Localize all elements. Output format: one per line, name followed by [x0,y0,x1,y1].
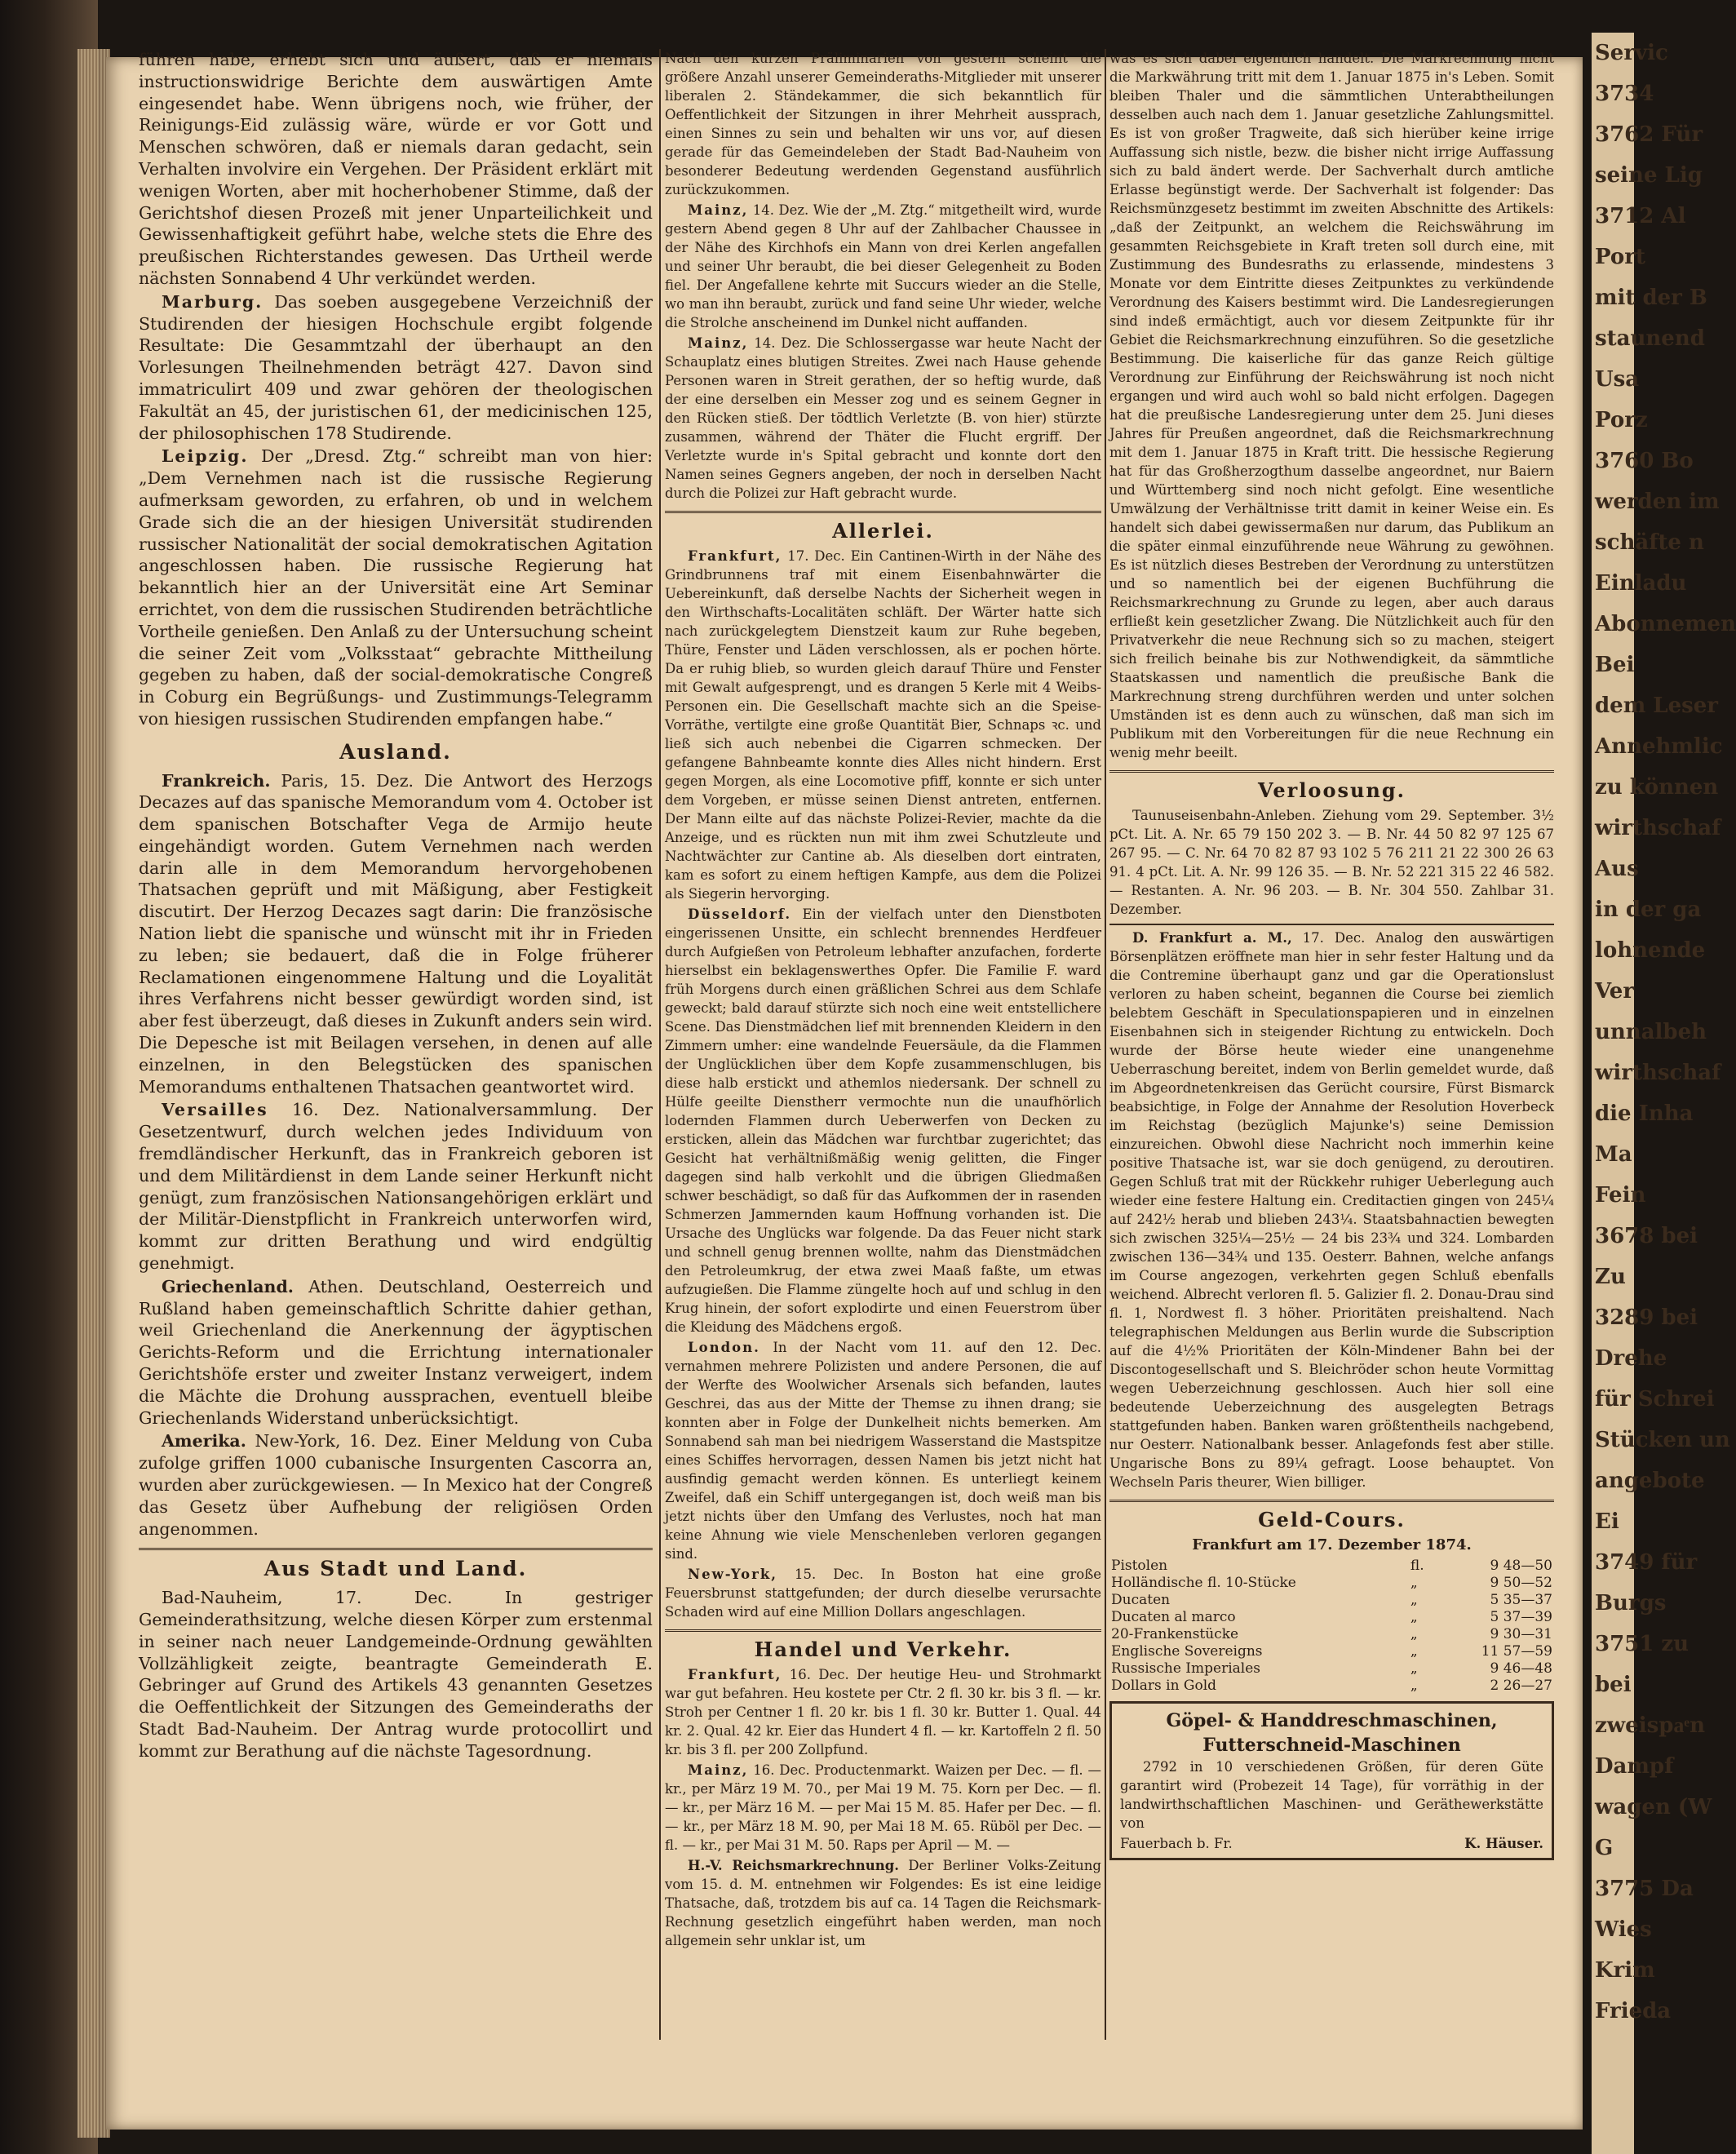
facing-page-text: Stücken un [1595,1428,1730,1452]
section-heading-allerlei: Allerlei. [665,511,1101,540]
facing-page-text: unnalbeh [1595,1020,1707,1044]
exchange-rate-row [1109,1592,1554,1609]
facing-page-text: Porz [1595,408,1648,432]
article-amerika: Amerika. New-York, 16. Dez. Einer Meldung von Cuba zufolge griffen 1000 cubanische Insurgenten Cascorra an, wurden aber zurückgewiesen. — In Mexico hat der Congreß das Gesetz über Aufhebung der religiösen Orden angenommen. [139,1431,653,1539]
facing-page-text: Ver [1595,979,1635,1004]
article-continuation: führen habe, erhebt sich und äußert, daß er niemals instructionswidrige Berichte dem auswärtigen Amte eingesendet habe. Wenn übrigens noch, wie früher, der Reinigungs-Eid zulässig wäre, würde er vor Gott und Menschen schwören, daß er niemals daran gedacht, sein Verhalten involvire ein Vergehen. Der Präsident erklärt mit wenigen Worten, aber mit hocherhobener Stimme, daß der Gerichtshof diesen Prozeß mit jener Unparteilichkeit und Gewissenhaftigkeit geführt habe, welche stets die Ehre des preußischen Richterstandes gewesen. Das Urtheil werde nächsten Sonnabend 4 Uhr verkündet werden. [139,50,653,288]
facing-page-text: 3762 Für [1595,122,1703,147]
facing-page-text: 3734 [1595,82,1654,106]
facing-page-text: seine Lig [1595,163,1703,188]
facing-page-text: die Inha [1595,1101,1694,1126]
currency-name: Holländische fl. 10-Stücke [1111,1575,1296,1591]
facing-page-text: wirthschaf [1595,816,1721,840]
exchange-rate-row [1109,1609,1554,1626]
article-frankfurt-cantine: Frankfurt, 17. Dec. Ein Cantinen-Wirth in der Nähe des Grindbrunnens traf mit einem Eisenbahnwärter die Uebereinkunft, daß derselbe Nachts der Sicherheit wegen in den Wirthschafts-Localitäten schläft. Der Wärter hatte sich nach zurückgelegtem Dienstzeit kaum zur Ruhe begeben, Thüre, Fenster und Läden verschlossen, als er pochen hörte. Da er ruhig blieb, so wurden gleich darauf Thüre und Fenster mit Gewalt aufgesprengt, und es drangen 5 Kerle mit 4 Weibs-Personen ein. Die Gesellschaft machte sich an die Speise-Vorräthe, vertilgte eine große Quantität Bier, Schnaps ꝛc. und ließ sich auch nebenbei die Cigarren schmecken. Der gefangene Bahnbeamte konnte dies Alles nicht hindern. Erst gegen Morgen, als eine Locomotive pfiff, konnte er sich unter dem Vorgeben, er müsse seinen Dienst antreten, entfernen. Der Mann eilte auf das nächste Polizei-Revier, machte da die Anzeige, und es rückten nun mit ihm zwei Schutzleute und Nachtwächter zur Cantine ab. Als dieselben dort eintraten, kam es sofort zu einem heftigen Kampfe, aus dem die Polizei als Siegerin hervorging. [665,548,1101,902]
facing-page-text: Ei [1595,1509,1619,1534]
article-frankfurt-markt: Frankfurt, 16. Dec. Der heutige Heu- und Strohmarkt war gut befahren. Heu kostete per Ctr. 2 fl. 30 kr. bis 3 fl. — kr. Stroh per Centner 1 fl. 20 kr. bis 1 fl. 30 kr. Butter 1. Qual. 44 kr. 2. Qual. 42 kr. Eier das Hundert 4 fl. — kr. Kartoffeln 2 fl. 50 kr. bis 3 fl. per 200 Zollpfund. [665,1667,1101,1757]
column-1 [139,49,653,2056]
article-continuation: Nach den kurzen Präliminarien von gestern scheint die größere Anzahl unserer Gemeinderaths-Mitglieder mit unserer liberalen 2. Ständekammer, die sich bekanntlich für Oeffentlichkeit der Sitzungen in ihrer Mehrheit aussprach, einen Sinnes zu sein und behalten wir uns vor, auf diesen gerade für das Gemeindeleben der Stadt Bad-Nauheim von besonderer Bedeutung werdenden Gegenstand ausführlich zurückzukommen. [665,51,1101,197]
column-rule-1 [659,49,661,2040]
facing-page-text: Krim [1595,1958,1655,1983]
facing-page-text: wirthschaf [1595,1061,1721,1085]
facing-page-text: 3749 für [1595,1550,1698,1575]
section-heading-stadt-land: Aus Stadt und Land. [139,1548,653,1580]
facing-page-text: Annehmlic [1595,734,1723,759]
facing-page-text: wagen (W [1595,1795,1712,1819]
facing-page-text: Ma [1595,1142,1632,1167]
facing-page-text: Bei [1595,653,1635,677]
column-rule-2 [1105,49,1106,2040]
article-reichsmark: H.-V. Reichsmarkrechnung. Der Berliner Volks-Zeitung vom 15. d. M. entnehmen wir Folgendes: Es ist eine leidige Thatsache, daß, trotzdem bis auf ca. 14 Tagen die Reichsmark-Rechnung gesetzlich eingeführt haben werden, man noch allgemein sehr unklar ist, um [665,1858,1101,1948]
facing-page-text: Fein [1595,1183,1646,1208]
ad-text: 2792 in 10 verschiedenen Größen, für deren Güte garantirt wird (Probezeit 14 Tage), für vorräthig in der landwirthschaftlichen Maschinen- und Geräthewerkstätte von [1120,1759,1543,1831]
facing-page-text: angebote [1595,1469,1705,1493]
exchange-rate-table [1109,1558,1554,1695]
currency-rate: 9 48—50 [1490,1558,1552,1574]
facing-page-text: Aus [1595,857,1639,881]
ad-signature: K. Häuser. [1464,1836,1543,1851]
facing-page-text: Burgs [1595,1591,1667,1616]
facing-page-text: staunend [1595,326,1705,351]
column-2 [665,49,1101,2056]
facing-page-text: bei [1595,1673,1632,1697]
article-mainz-2: Mainz, 14. Dez. Die Schlossergasse war heute Nacht der Schauplatz eines blutigen Streites. Zwei nach Hause gehende Personen waren in Streit gerathen, der so heftig wurde, daß der eine derselben ein Messer zog und es seinem Gegner in den Rücken stieß. Der tödtlich Verletzte (B. von hier) stürzte zusammen, während der Thäter die Flucht ergriff. Der Verletzte wurde in's Spital gebracht und konnte dort den Namen seines Gegners angeben, der noch in derselben Nacht durch die Polizei zur Haft gebracht wurde. [665,335,1101,501]
ad-place: Fauerbach b. Fr. [1120,1836,1233,1851]
advertisement-box [1109,1701,1554,1860]
facing-page-text: für Schrei [1595,1387,1715,1412]
exchange-rate-row [1109,1678,1554,1695]
facing-page-text: Abonnemen [1595,612,1736,636]
facing-page-text: 3775 Da [1595,1877,1694,1901]
facing-page-text: Einladu [1595,571,1687,596]
currency-rate: 9 30—31 [1490,1626,1552,1642]
page-edges [78,49,110,2138]
article-taunusbahn: Taunuseisenbahn-Anleben. Ziehung vom 29. September. 3½ pCt. Lit. A. Nr. 65 79 150 202 3. — B. Nr. 44 50 82 97 125 67 267 95. — C. Nr. 64 70 82 87 93 102 5 76 211 21 22 300 26 63 91. 4 pCt. Lit. A. Nr. 99 126 35. — B. Nr. 52 221 315 22 46 582. — Restanten. A. Nr. 96 203. — B. Nr. 304 550. Zahlbar 31. Dezember. [1109,808,1554,917]
facing-page-text: in der ga [1595,898,1702,922]
facing-page-text: zu können [1595,775,1719,800]
facing-page-text: Port [1595,245,1645,269]
exchange-rate-row [1109,1575,1554,1592]
facing-page-text: 3760 Bo [1595,449,1694,473]
currency-unit: „ [1410,1643,1418,1660]
facing-page-text: Wies [1595,1917,1652,1942]
facing-page-text: zweispaͤn [1595,1713,1706,1738]
facing-page-text: Servic [1595,41,1668,65]
facing-page-text: 3678 bei [1595,1224,1698,1248]
currency-rate: 2 26—27 [1490,1678,1552,1694]
facing-page-text: G [1595,1836,1614,1860]
ad-title: Göpel- & Handdreschmaschinen, Futterschneid-Maschinen [1166,1710,1498,1756]
exchange-rate-row [1109,1660,1554,1678]
facing-page-text: schäfte n [1595,530,1704,555]
article-frankreich: Frankreich. Paris, 15. Dez. Die Antwort des Herzogs Decazes auf das spanische Memorandum vom 4. October ist dem spanischen Botschafter Vega de Armijo heute eingehändigt worden. Gutem Vernehmen nach werden darin alle in dem Memorandum hervorgehobenen Thatsachen geprüft und mit Mäßigung, aber Festigkeit discutirt. Der Herzog Decazes sagt darin: Die französische Nation liebt die spanische und wünscht mit ihr in Frieden zu leben; sie bedauert, daß die in Folge früherer Reclamationen eingenommene Haltung und die Loyalität ihres Verfahrens nicht besser gewürdigt worden sind, ist aber fest überzeugt, daß dieses in Zukunft anders sein wird. Die Depesche ist mit Beilagen versehen, in denen auf alle einzelnen, in den Belegstücken des spanischen Memorandums enthaltenen Thatsachen geantwortet wird. [139,770,653,1097]
article-griechenland: Griechenland. Athen. Deutschland, Oesterreich und Rußland haben gemeinschaftlich Schritte dahier gethan, weil Griechenland die Anerkennung der ägyptischen Gerichts-Reform und die Errichtung internationaler Gerichtshöfe erster und zweiter Instanz verweigert, indem die Mächte die Drohung aussprachen, eventuell bleibe Griechenlands Widerstand unberücksichtigt. [139,1276,653,1428]
currency-rate: 9 50—52 [1490,1575,1552,1591]
currency-name: Ducaten [1111,1592,1171,1608]
exchange-rate-row [1109,1626,1554,1643]
facing-page-text: lohnende [1595,938,1706,963]
section-heading-geld-cours: Geld-Cours. [1109,1500,1554,1529]
geld-cours-date: Frankfurt am 17. Dezember 1874. [1192,1536,1472,1553]
article-marburg: Marburg. Das soeben ausgegebene Verzeichniß der Studirenden der hiesigen Hochschule ergibt folgende Resultate: Die Gesammtzahl der überhaupt an den Vorlesungen Theilnehmenden beträgt 427. Davon sind immatriculirt 409 und zwar gehören der theologischen Fakultät an 45, der juristischen 61, der medicinischen 125, der philosophischen 178 Studirende. [139,291,653,443]
currency-rate: 11 57—59 [1481,1643,1552,1660]
facing-page-text: Frieda [1595,1999,1672,2023]
currency-rate: 5 35—37 [1490,1592,1552,1608]
currency-rate: 5 37—39 [1490,1609,1552,1625]
article-london: London. In der Nacht vom 11. auf den 12. Dec. vernahmen mehrere Polizisten und andere Personen, die auf der Werfte des Woolwicher Arsenals sich befanden, lautes Geschrei, das aus der Mitte der Themse zu ihnen drang; sie konnten aber in Folge der Dunkelheit nichts bemerken. Am Sonnabend sah man bei niedrigem Wasserstand die Mastspitze eines Schiffes hervorragen, dessen Namen bis jetzt nicht hat ausfindig gemacht werden können. Es unterliegt keinem Zweifel, daß ein Schiff untergegangen ist, doch weiß man bis jetzt nichts über den Umfang des Verlustes, noch hat man keine Ahnung wie viele Menschenleben verloren gegangen sind. [665,1340,1101,1562]
exchange-rate-row [1109,1558,1554,1575]
currency-name: Russische Imperiales [1111,1660,1260,1677]
section-heading-ausland: Ausland. [339,739,452,764]
currency-name: Dollars in Gold [1111,1678,1217,1694]
facing-page-text: Dampf [1595,1754,1674,1779]
exchange-rate-row [1109,1643,1554,1660]
article-boerse: D. Frankfurt a. M., 17. Dec. Analog den auswärtigen Börsenplätzen eröffnete man hier in sehr fester Haltung und da die Contremine überhaupt ganz und gar die Operationslust verloren zu haben scheint, begannen die Course bei ziemlich belebtem Geschäft in Speculationspapieren und in einzelnen Eisenbahnen sich in steigender Richtung zu entwickeln. Doch wurde der Börse heute wieder eine unangenehme Ueberraschung bereitet, indem von Berlin gemeldet wurde, daß im Abgeordnetenkreisen das Gerücht coursire, Fürst Bismarck beabsichtige, in Folge der Annahme der Resolution Hoverbeck im Reichstag (bezüglich Majunke's) seine Demission einzureichen. Obwohl diese Nachricht noch immerhin keine positive Thatsache ist, war sie doch genügend, zu deroutiren. Gegen Schluß trat mit der Rückkehr ruhiger Ueberlegung auch wieder eine festere Haltung ein. Creditactien gingen von 245¼ auf 242½ herab und blieben 243¼. Staatsbahnactien bewegten sich zwischen 325¼—25½ — 24 bis 23¾ und 324. Lombarden zwischen 136—34¾ und 135. Oesterr. Bahnen, welche anfangs im Course angezogen, verkehrten gegen Schluß ebenfalls weichend. Albrecht verloren fl. 5. Galizier fl. 2. Donau-Drau sind fl. 1, Nordwest fl. 3 höher. Prioritäten preishaltend. Nach telegraphischen Meldungen aus Berlin wurde die Subscription auf die 4½% Prioritäten der Köln-Mindener Bahn bei der Discontogesellschaft und S. Bleichröder schon heute Vormittag wegen Ueberzeichnung geschlossen. Auch hier soll eine bedeutende Ueberzeichnung des ausgelegten Betrags stattgefunden haben. Banken waren größtentheils nachgebend, nur Oesterr. Nationalbank besser. Anlagefonds fest aber stille. Ungarische Bons zu 89¼ gefragt. Loose behauptet. Von Wechseln Paris theurer, Wien billiger. [1109,924,1554,1491]
currency-name: Pistolen [1111,1558,1168,1574]
facing-page-text: 3289 bei [1595,1305,1698,1330]
article-mainz-1: Mainz, 14. Dez. Wie der „M. Ztg.“ mitgetheilt wird, wurde gestern Abend gegen 8 Uhr auf der Zahlbacher Chaussee in der Nähe des Kirchhofs ein Mann von drei Kerlen angefallen und seiner Uhr beraubt, die bei dieser Gelegenheit zu Boden fiel. Der Angefallene kehrte mit Succurs wieder an die Stelle, wo man ihn beraubt, zurück und fand seine Uhr wieder, welche die Strolche anscheinend im Dunkel nicht auffanden. [665,202,1101,330]
section-heading-handel: Handel und Verkehr. [665,1629,1101,1659]
currency-name: Englische Sovereigns [1111,1643,1263,1660]
currency-unit: „ [1410,1678,1418,1694]
facing-page-fragment [1589,33,1736,2154]
facing-page-text: Drehe [1595,1346,1667,1371]
section-heading-verloosung: Verloosung. [1109,770,1554,800]
facing-page-text: dem Leser [1595,694,1718,718]
currency-unit: „ [1410,1575,1418,1591]
facing-page-text: 3751 zu [1595,1632,1690,1656]
article-leipzig: Leipzig. Der „Dresd. Ztg.“ schreibt man von hier: „Dem Vernehmen nach ist die russische Regierung aufmerksam geworden, zu erfahren, ob und in welchem Grade sich die an der hiesigen Universität studirenden russischer Nationalität der social demokratischen Agitation angeschlossen haben. Die russische Regierung hat bekanntlich hier an der Universität eine Art Seminar errichtet, von dem die russischen Studirenden beträchtliche Vortheile genießen. Den Anlaß zu der Untersuchung scheint die seiner Zeit vom „Volksstaat“ gebrachte Mittheilung gegeben zu haben, daß der social-demokratische Congreß in Coburg ein Begrüßungs- und Zustimmungs-Telegramm von hiesigen russischen Studirenden empfangen habe.“ [139,446,653,729]
column-3 [1109,49,1554,2056]
currency-name: Ducaten al marco [1111,1609,1236,1625]
facing-page-text: 3712 Al [1595,204,1686,228]
article-bad-nauheim: Bad-Nauheim, 17. Dec. In gestriger Gemeinderathsitzung, welche diesen Körper zum erstenmal in seiner nach neuer Landgemeinde-Ordnung gewählten Vollzähligkeit zeigte, beantragte Gemeinderath E. Gebringer auf Grund des Artikels 43 genannten Gesetzes die Oeffentlichkeit der Sitzungen des Gemeinderaths der Stadt Bad-Nauheim. Der Antrag wurde protocollirt und kommt zur Berathung auf die nächste Tagesordnung. [139,1588,653,1761]
facing-page-text: mit der B [1595,286,1707,310]
currency-rate: 9 46—48 [1490,1660,1552,1677]
currency-unit: „ [1410,1626,1418,1642]
currency-unit: „ [1410,1660,1418,1677]
article-duesseldorf: Düsseldorf. Ein der vielfach unter den Dienstboten eingerissenen Unsitte, ein schlecht brennendes Herdfeuer durch Aufgießen von Petroleum lebhafter anzufachen, forderte hierselbst ein beklagenswerthes Opfer. Die Familie F. ward früh Morgens durch einen gräßlichen Schrei aus dem Schlafe geweckt; bald darauf stürzte sich noch eine weit entstellichere Scene. Das Dienstmädchen lief mit brennenden Kleidern in den Zimmern umher: eine wandelnde Feuersäule, da die Flammen der Unglücklichen über dem Kopfe zusammenschlugen, bis diese halb erstickt und athemlos niedersank. Der schnell zu Hülfe geeilte Dienstherr vermochte nun die unaufhörlich lodernden Flammen durch Ueberwerfen von Decken zu ersticken, allein das Mädchen war furchtbar zugerichtet; das Gesicht hat verhältnißmäßig wenig gelitten, die Finger dagegen sind halb verkohlt und die übrigen Gliedmaßen schwer beschädigt, so daß für das Aufkommen der in rasenden Schmerzen Jammernden kaum Hoffnung vorhanden ist. Die Ursache des Unglücks war folgende. Da das Feuer nicht stark und schnell genug brennen wollte, nahm das Dienstmädchen den Petroleumkrug, der etwa zwei Maaß faßte, um etwas aufzugießen. Die Flamme züngelte hoch auf und schlug in den Krug hinein, der sofort explodirte und einen Feuerstrom über die Kleidung des Mädchens ergoß. [665,906,1101,1335]
currency-unit: fl. [1410,1558,1424,1574]
currency-name: 20-Frankenstücke [1111,1626,1239,1642]
currency-unit: „ [1410,1609,1418,1625]
facing-page-text: werden im [1595,490,1720,514]
facing-page-text: Usa [1595,367,1640,392]
article-versailles: Versailles 16. Dez. Nationalversammlung. Der Gesetzentwurf, durch welchen jedes Individuum von fremdländischer Herkunft, das in Frankreich geboren ist und dem Militärdienst in dem Lande seiner Herkunft nicht genügt, zum französischen Nationsangehörigen erklärt und der Militär-Dienstpflicht in Frankreich unterworfen wird, kommt zur dritten Berathung und wird endgültig genehmigt. [139,1100,653,1274]
article-mainz-producten: Mainz, 16. Dec. Productenmarkt. Waizen per Dec. — fl. — kr., per März 19 M. 70., per Mai 19 M. 75. Korn per Dec. — fl. — kr., per März 16 M. — per Mai 15 M. 85. Hafer per Dec. — fl. — kr., per März 18 M. 90, per Mai 18 M. 65. Rüböl per Dec. — fl. — kr., per Mai 31 M. 50. Raps per April — M. — [665,1762,1101,1853]
currency-unit: „ [1410,1592,1418,1608]
ad-footer [1120,1834,1543,1853]
facing-page-text: Zu [1595,1265,1626,1289]
article-new-york: New-York, 15. Dec. In Boston hat eine große Feuersbrunst stattgefunden; der durch dieselbe verursachte Schaden wird auf eine Million Dollars angeschlagen. [665,1567,1101,1620]
article-continuation: was es sich dabei eigentlich handelt. Die Markrechnung nicht die Markwährung tritt mit dem 1. Januar 1875 in's Leben. Somit bleiben Thaler und die sämmtlichen Unterabtheilungen desselben auch nach dem 1. Januar gesetzliche Zahlungsmittel. Es ist von großer Tragweite, daß sich hierüber keine irrige Auffassung sich nistle, bezw. die bisher nicht irrige Auffassung sich zu bald ändert werde. Der Sachverhalt durch amtliche Erlasse begünstigt werde. Der Sachverhalt ist folgender: Das Reichsmünzgesetz bestimmt im zweiten Abschnitte des Artikels: „daß der Zeitpunkt, an welchem die Reichswährung im gesammten Reichsgebiete in Kraft treten soll durch eine, mit Zustimmung des Bundesraths zu erlassende, mindestens 3 Monate vor dem Eintritte dieses Zeitpunktes zu verkündende Verordnung des Kaisers bestimmt wird. Die Landesregierungen sind indeß ermächtigt, auch vor diesem Zeitpunkte für ihr Gebiet die Reichsmarkrechnung einzuführen. So die gesetzliche Bestimmung. Die kaiserliche für das ganze Reich gültige Verordnung zur Einführung der Reichswährung ist noch nicht ergangen und wird auch wohl so bald nicht erfolgen. Dagegen hat die preußische Landesregierung unter dem 25. Juni dieses Jahres für Preußen angeordnet, daß die Reichsmarkrechnung mit dem 1. Januar 1875 in Kraft tritt. Die hessische Regierung hat für das Großherzogthum dasselbe angeordnet, nur Baiern und Württemberg sind noch nicht gefolgt. Eine wesentliche Umwälzung der Verhältnisse tritt damit in keiner Weise ein. Es handelt sich dabei gewissermaßen nur darum, das Publikum an die später einmal einzuführende neue Währung zu gewöhnen. Es ist nützlich dieses Bestreben der Verordnung zu unterstützen und so namentlich bei der eigenen Buchführung die Reichsmarkrechnung zu Grunde zu legen, aber auch daraus erfließt kein gesetzlicher Zwang. Die Nützlichkeit auch für den Privatverkehr die neue Rechnung sich so zu machen, steigert sich freilich beinahe bis zur Nothwendigkeit, da sämmtliche Staatskassen und namentlich die preußische Bank die Markrechnung streng durchführen werden und unter solchen Umständen ist es denn auch zu wünschen, daß man sich im Publikum mit den Vorbereitungen für die neue Rechnung ein wenig mehr beeilt. [1109,51,1554,760]
